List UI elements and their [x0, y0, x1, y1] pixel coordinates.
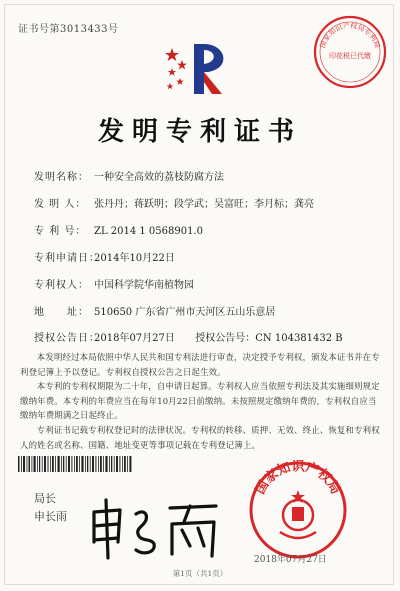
stamp-center-text: 印花税已代缴 — [329, 52, 371, 60]
field-grant-date — [34, 329, 343, 344]
field-value: 张丹丹；蒋跃明；段学武；吴富旺；李月标；龚亮 — [94, 199, 314, 210]
field-application-date — [34, 249, 175, 264]
field-label: 专利申请日： — [34, 253, 100, 264]
page-title: 发明专利证书 — [97, 117, 302, 147]
page-number: 第1页（共1页） — [172, 569, 228, 578]
field-patent-number — [34, 222, 203, 237]
field-label: 授权公告日： — [34, 333, 100, 344]
field-value: CN 104381432 B — [255, 333, 343, 344]
field-patentee — [34, 276, 194, 291]
body-paragraph: 专利证书记载专利权登记时的法律状况。专利权的转移、质押、无效、终止、恢复和专利权人的姓名或名称、国籍、地址变更等事项记载在专利登记簿上。 — [20, 424, 380, 450]
field-label: 发 明 人： — [34, 199, 87, 210]
field-value: ZL 2014 1 0568901.0 — [94, 226, 204, 237]
certificate-body-text — [20, 350, 380, 452]
field-value: 2018年07月27日 — [94, 333, 175, 344]
barcode — [18, 456, 132, 472]
patent-office-emblem-icon — [160, 38, 238, 100]
field-label: 专利权人： — [34, 280, 89, 291]
certificate-number: 证书号第3013433号 — [18, 24, 119, 35]
field-value: 中国科学院华南植物园 — [94, 280, 194, 291]
field-invention-name — [34, 168, 224, 183]
field-value: 2014年10月22日 — [94, 253, 175, 264]
body-paragraph: 本专利的专利权期限为二十年，自申请日起算。专利权人应当依照专利法及其实施细则规定缴纳年费。本专利的年费应当在每年10月22日前缴纳。未按照规定缴纳年费的，专利权自应当缴纳年费期满之日起终止。 — [20, 381, 380, 421]
stamp-duty-seal-icon — [312, 14, 388, 90]
official-title: 局长 — [34, 492, 56, 505]
field-value: 一种安全高效的荔枝防腐方法 — [94, 172, 224, 183]
field-label: 发明名称： — [34, 172, 89, 183]
field-value: 510650 广东省广州市天河区五山乐意居 — [94, 307, 276, 318]
field-label: 地 址： — [34, 307, 89, 318]
field-address — [34, 303, 275, 318]
field-label: 授权公告号： — [195, 333, 256, 344]
svg-text:国家知识产权局专利局: 国家知识产权局专利局 — [318, 21, 382, 50]
official-seal-icon — [248, 460, 348, 560]
svg-text:国家知识产权局: 国家知识产权局 — [252, 460, 344, 497]
field-label: 专 利 号： — [34, 226, 87, 237]
body-paragraph: 本发明经过本局依照中华人民共和国专利法进行审查，决定授予专利权，颁发本证书并在专利登记簿上予以登记。专利权自授权公告之日起生效。 — [20, 352, 380, 377]
field-inventors — [34, 195, 314, 210]
signature-image — [86, 494, 226, 564]
official-name: 申长雨 — [34, 510, 67, 523]
seal-date: 2018年07月27日 — [254, 555, 327, 565]
